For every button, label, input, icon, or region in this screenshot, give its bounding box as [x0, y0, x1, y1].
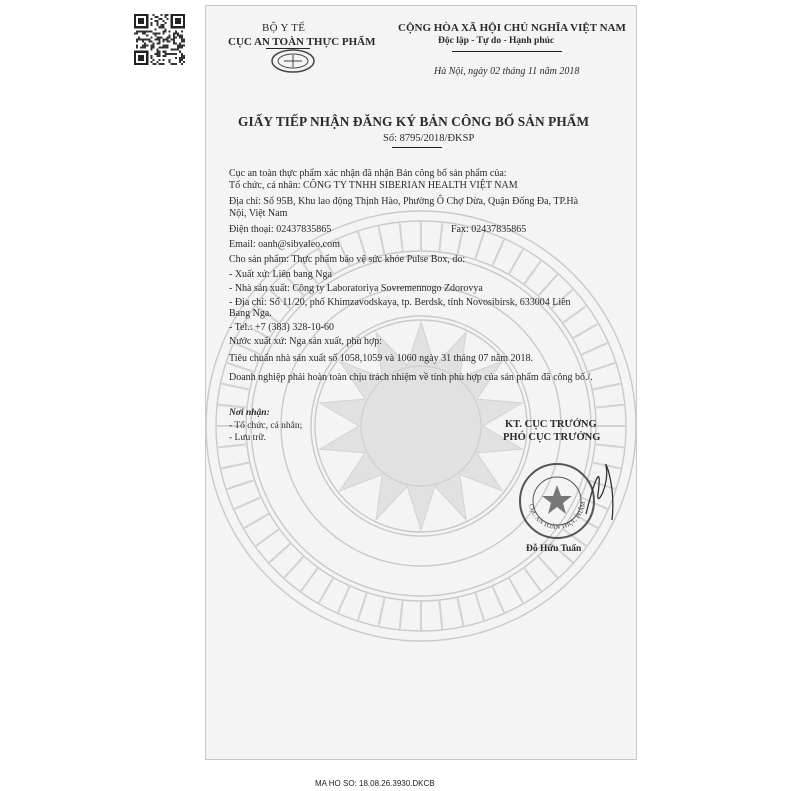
recipient-item: - Tổ chức, cá nhân; [229, 421, 303, 431]
manufacturer-address-2: Bang Nga. [229, 308, 272, 319]
qr-code [134, 14, 185, 65]
title-underline [392, 147, 442, 148]
export-country: Nước xuất xứ: Nga sản xuất, phù hợp: [229, 336, 383, 347]
responsibility: Doanh nghiệp phải hoàn toàn chịu trách nhiệm về tính phù hợp của sản phẩm đã công bố./. [229, 372, 593, 383]
signer-name: Đỗ Hữu Tuấn [526, 544, 582, 554]
standard: Tiêu chuẩn nhà sản xuất số 1058,1059 và 1060 ngày 31 tháng 07 năm 2018. [229, 353, 534, 364]
intro-text: Cục an toàn thực phẩm xác nhận đã nhận Bản công bố sản phẩm của: [229, 168, 507, 179]
email: Email: oanh@sibvaleo.com [229, 239, 340, 250]
manufacturer-address-1: - Địa chỉ: Số 11/20, phố Khimzavodskaya, tp. Berdsk, tỉnh Novosibirsk, 633004 Liên [229, 297, 571, 308]
republic-title: CỘNG HÒA XÃ HỘI CHỦ NGHĨA VIỆT NAM [398, 22, 626, 34]
address-line-2: Nội, Việt Nam [229, 208, 288, 219]
motto-underline [452, 51, 562, 52]
ministry-underline [266, 48, 310, 49]
national-motto: Độc lập - Tự do - Hạnh phúc [438, 36, 555, 46]
agency-logo-icon [270, 48, 316, 74]
address-line-1: Địa chỉ: Số 95B, Khu lao động Thịnh Hào, Phường Ô Chợ Dừa, Quận Đống Đa, TP.Hà [229, 196, 579, 207]
fax: Fax: 02437835865 [451, 224, 527, 235]
agency-name: CỤC AN TOÀN THỰC PHẨM [228, 36, 376, 48]
document-title: GIẤY TIẾP NHẬN ĐĂNG KÝ BẢN CÔNG BỐ SẢN PHẨM [238, 114, 590, 129]
origin: - Xuất xứ: Liên bang Nga [229, 269, 332, 280]
issue-date: Hà Nội, ngày 02 tháng 11 năm 2018 [434, 66, 580, 77]
dossier-code: MA HO SO: 18.08.26.3930.DKCB [315, 779, 435, 788]
handwritten-signature [576, 454, 626, 524]
organization: Tổ chức, cá nhân: CÔNG TY TNHH SIBERIAN HEALTH VIỆT NAM [229, 180, 518, 191]
signatory-title: KT. CỤC TRƯỞNG [505, 419, 597, 430]
phone: Điện thoại: 02437835865 [229, 224, 332, 235]
manufacturer-tel: - Tel.: +7 (383) 328-10-60 [229, 322, 335, 333]
product: Cho sản phẩm: Thực phẩm bảo vệ sức khỏe Pulse Box, do: [229, 254, 466, 265]
manufacturer: - Nhà sản xuất: Công ty Laboratoriya Sovremennogo Zdorovya [229, 283, 483, 294]
certificate-page [205, 5, 637, 760]
document-number: Số: 8795/2018/ĐKSP [383, 133, 475, 144]
signatory-position: PHÓ CỤC TRƯỞNG [503, 432, 601, 443]
recipient-item: - Lưu trữ. [229, 433, 266, 443]
seal-text: CỤC AN TOÀN THỰC PHẨM [527, 501, 588, 532]
ministry-name: BỘ Y TẾ [262, 22, 306, 34]
recipients-heading: Nơi nhận: [229, 408, 270, 418]
